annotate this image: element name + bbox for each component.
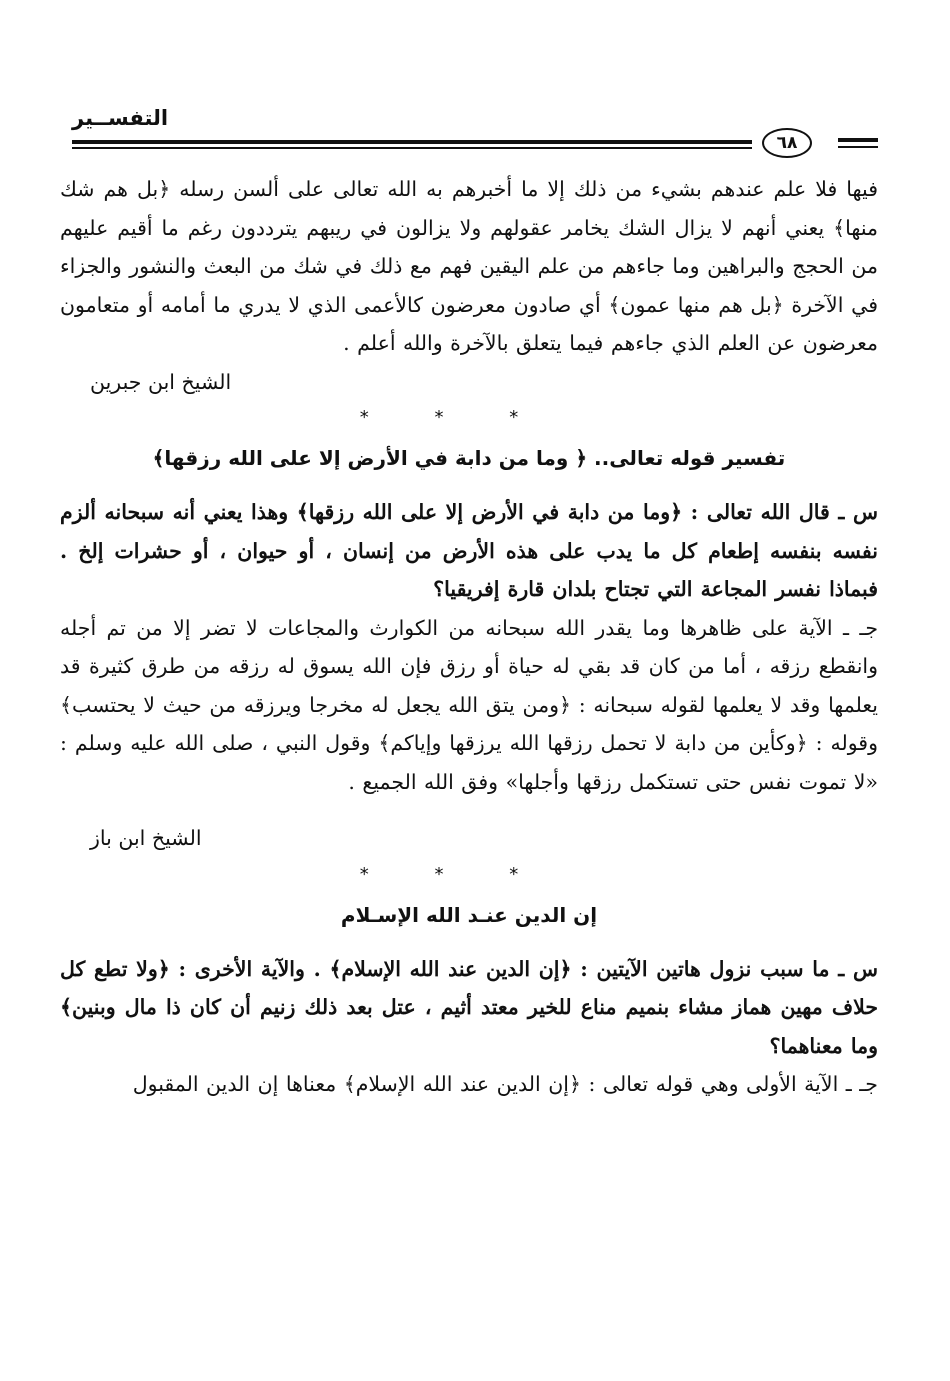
- answer-rizq: جـ ـ الآية على ظاهرها وما يقدر الله سبحانه من الكوارث والمجاعات لا تضر إلا من تم أجله وانقطع رزقه ، أما من كان قد بقي له حياة أو رزق فإن الله يسوق له رزقه من طرق كثيرة قد يعلمها وقد لا يعلمها لقوله سبحانه : ﴿ومن يتق الله يجعل له مخرجا ويرزقه من حيث لا يحتسب﴾ وقوله : ﴿وكأين من دابة لا تحمل رزقها الله يرزقها وإياكم﴾ وقول النبي ، صلى الله عليه وسلم : «لا تموت نفس حتى تستكمل رزقها وأجلها» وفق الله الجميع .: [60, 615, 878, 794]
- header-ornament: [838, 138, 878, 142]
- page-number: ٦٨: [762, 128, 812, 158]
- question-rizq: س ـ قال الله تعالى : ﴿وما من دابة في الأرض إلا على الله رزقها﴾ وهذا يعني أنه سبحانه ألزم نفسه بنفسه إطعام كل ما يدب على هذه الأرض من إنسان ، أو حيوان ، أو حشرات إلخ . فبماذا نفسر المجاعة التي تجتاح بلدان قارة إفريقيا؟: [60, 500, 878, 601]
- page-header: [60, 100, 878, 158]
- section-divider-2: * * *: [359, 863, 549, 885]
- book-page: [60, 100, 878, 1104]
- section-title-islam: إن الدين عنـد الله الإسـلام: [340, 902, 598, 927]
- header-ornament-thin: [838, 146, 878, 148]
- header-rule-thin: [72, 147, 752, 149]
- answer-islam: جـ ـ الآية الأولى وهي قوله تعالى : ﴿إن الدين عند الله الإسلام﴾ معناها إن الدين المقبول: [132, 1072, 878, 1096]
- section-divider: * * *: [359, 407, 549, 428]
- intro-paragraph: فيها فلا علم عندهم بشيء من ذلك إلا ما أخبرهم به الله تعالى على ألسن رسله ﴿بل هم شك منها﴾ يعني أنهم لا يزال الشك يخامر عقولهم ولا يزالون في ريبهم يترددون رغم ما أقيم عليهم من الحجج والبراهين وما جاءهم من علم اليقين فهم مع ذلك في شك من البعث والنشور والجزاء في الآخرة ﴿بل هم منها عمون﴾ أي صادون معرضون كالأعمى الذي لا يدري ما أمامه أو متعامون معرضون عن العلم الذي جاءهم فيما يتعلق بالآخرة والله أعلم .: [60, 177, 878, 355]
- signature-ibn-jibreen: الشيخ ابن جبرين: [90, 369, 232, 394]
- signature-ibn-baz: الشيخ ابن باز: [90, 826, 202, 850]
- header-rule: [72, 140, 752, 144]
- running-title: التفســير: [72, 106, 169, 130]
- section-title-rizq: تفسير قوله تعالى.. ﴿ وما من دابة في الأرض إلا على الله رزقها﴾: [152, 446, 786, 470]
- question-islam: س ـ ما سبب نزول هاتين الآيتين : ﴿إن الدين عند الله الإسلام﴾ . والآية الأخرى : ﴿ولا تطع كل حلاف مهين هماز مشاء بنميم مناع للخير معتد أثيم ، عتل بعد ذلك زنيم أن كان ذا مال وبنين﴾ وما معناهما؟: [60, 956, 878, 1058]
